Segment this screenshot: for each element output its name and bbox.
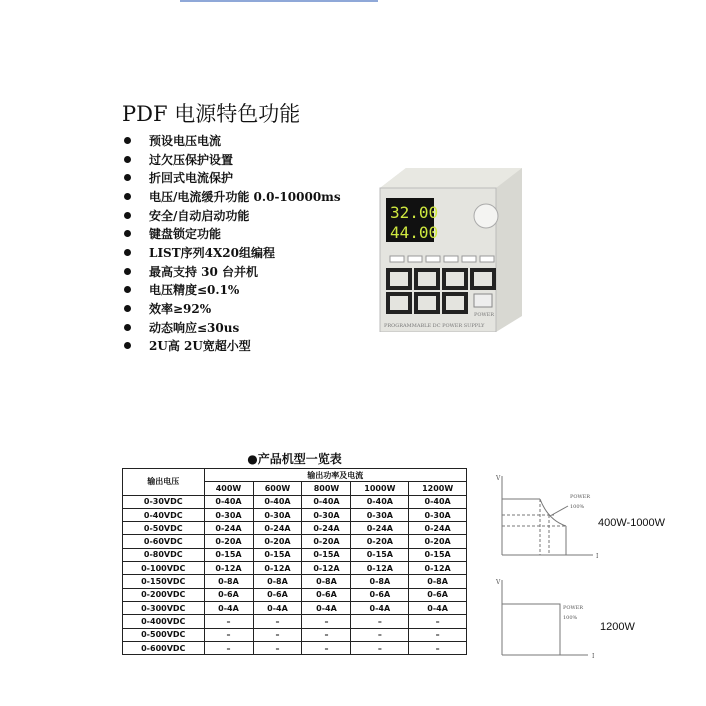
table-row	[123, 601, 467, 614]
current-cell: 0-15A	[253, 548, 302, 561]
bullet-icon	[124, 324, 131, 331]
feature-item	[122, 337, 341, 356]
axis-i-label: I	[592, 653, 595, 660]
current-cell: 0-4A	[204, 601, 253, 614]
current-cell: –	[351, 628, 409, 641]
feature-text: 最高支持 30 台并机	[149, 264, 259, 279]
axis-v-label: V	[496, 475, 501, 482]
col-header-power: 600W	[253, 482, 302, 495]
table-row	[123, 562, 467, 575]
bullet-icon	[124, 249, 131, 256]
current-cell: 0-12A	[302, 562, 351, 575]
current-cell: –	[253, 641, 302, 654]
device-brand-text: PROGRAMMABLE DC POWER SUPPLY	[384, 323, 485, 329]
feature-text: LIST序列4X20组编程	[149, 245, 276, 260]
current-cell: 0-4A	[302, 601, 351, 614]
device-power-label: POWER	[474, 312, 495, 318]
current-cell: 0-20A	[253, 535, 302, 548]
feature-item	[122, 150, 341, 169]
current-cell: –	[409, 628, 467, 641]
chart-label-400-1000: 400W-1000W	[598, 517, 666, 529]
chart-label-1200: 1200W	[600, 621, 635, 633]
current-cell: 0-8A	[409, 575, 467, 588]
current-cell: 0-40A	[253, 495, 302, 508]
feature-item	[122, 206, 341, 225]
current-cell: 0-12A	[204, 562, 253, 575]
bullet-icon	[124, 230, 131, 237]
power-note: POWER	[570, 494, 591, 500]
feature-item	[122, 299, 341, 318]
feature-text: 键盘锁定功能	[149, 227, 222, 242]
current-cell: 0-8A	[302, 575, 351, 588]
bullet-icon	[124, 174, 131, 181]
bullet-icon	[124, 193, 131, 200]
feature-list	[122, 131, 341, 355]
voltage-cell: 0-200VDC	[123, 588, 205, 601]
current-cell: –	[253, 615, 302, 628]
chart-400-1000	[502, 476, 593, 555]
current-cell: 0-8A	[204, 575, 253, 588]
current-cell: 0-6A	[409, 588, 467, 601]
current-cell: 0-20A	[351, 535, 409, 548]
current-cell: 0-40A	[409, 495, 467, 508]
current-cell: 0-20A	[204, 535, 253, 548]
current-cell: 0-24A	[302, 522, 351, 535]
current-cell: 0-30A	[204, 508, 253, 521]
feature-item	[122, 262, 341, 281]
voltage-cell: 0-50VDC	[123, 522, 205, 535]
table-row	[123, 628, 467, 641]
current-cell: 0-4A	[409, 601, 467, 614]
feature-text: 电压/电流缓升功能 0.0-10000ms	[149, 189, 341, 204]
bullet-icon	[124, 156, 131, 163]
current-cell: 0-30A	[409, 508, 467, 521]
feature-text: 2U高 2U宽超小型	[149, 339, 251, 354]
axis-v-label: V	[496, 579, 501, 586]
group-header: 输出功率及电流	[204, 469, 466, 482]
table-row	[123, 641, 467, 654]
feature-item	[122, 243, 341, 262]
vi-charts	[488, 470, 688, 670]
current-cell: 0-40A	[351, 495, 409, 508]
current-cell: 0-12A	[253, 562, 302, 575]
current-cell: 0-30A	[302, 508, 351, 521]
feature-text: 安全/自动启动功能	[149, 208, 250, 223]
current-cell: –	[204, 628, 253, 641]
current-cell: 0-30A	[253, 508, 302, 521]
current-cell: 0-40A	[302, 495, 351, 508]
feature-text: 效率≥92%	[149, 302, 212, 317]
current-cell: 0-4A	[351, 601, 409, 614]
feature-item	[122, 131, 341, 150]
top-rule	[180, 0, 378, 2]
current-cell: 0-15A	[351, 548, 409, 561]
current-cell: 0-30A	[351, 508, 409, 521]
knob-icon	[474, 204, 498, 228]
bullet-icon	[124, 212, 131, 219]
current-cell: –	[204, 641, 253, 654]
voltage-cell: 0-400VDC	[123, 615, 205, 628]
table-row	[123, 588, 467, 601]
current-cell: –	[302, 641, 351, 654]
voltage-cell: 0-60VDC	[123, 535, 205, 548]
current-cell: –	[409, 641, 467, 654]
current-cell: 0-24A	[204, 522, 253, 535]
current-cell: 0-8A	[351, 575, 409, 588]
feature-item	[122, 281, 341, 300]
voltage-cell: 0-500VDC	[123, 628, 205, 641]
axis-i-label: I	[596, 553, 599, 560]
model-table	[122, 468, 467, 655]
voltage-cell: 0-100VDC	[123, 562, 205, 575]
col-header-power: 1000W	[351, 482, 409, 495]
feature-item	[122, 318, 341, 337]
feature-text: 过欠压保护设置	[149, 152, 234, 167]
current-cell: –	[253, 628, 302, 641]
col-header-power: 400W	[204, 482, 253, 495]
bullet-icon	[124, 342, 131, 349]
current-display: 44.00	[390, 223, 439, 242]
table-row	[123, 522, 467, 535]
current-cell: –	[302, 615, 351, 628]
current-cell: 0-24A	[351, 522, 409, 535]
current-cell: 0-15A	[302, 548, 351, 561]
bullet-icon	[124, 305, 131, 312]
current-cell: 0-6A	[302, 588, 351, 601]
table-row	[123, 495, 467, 508]
table-row	[123, 575, 467, 588]
voltage-cell: 0-30VDC	[123, 495, 205, 508]
current-cell: 0-4A	[253, 601, 302, 614]
voltage-cell: 0-40VDC	[123, 508, 205, 521]
voltage-cell: 0-150VDC	[123, 575, 205, 588]
current-cell: 0-20A	[302, 535, 351, 548]
current-cell: 0-6A	[351, 588, 409, 601]
current-cell: 0-15A	[204, 548, 253, 561]
page-title: PDF 电源特色功能	[122, 102, 301, 126]
col-header-voltage: 输出电压	[123, 469, 205, 496]
current-cell: 0-12A	[409, 562, 467, 575]
power-pct-note: 100%	[570, 504, 585, 510]
feature-text: 折回式电流保护	[149, 171, 234, 186]
power-supply-image	[376, 166, 522, 332]
current-cell: 0-6A	[253, 588, 302, 601]
table-row	[123, 548, 467, 561]
feature-text: 预设电压电流	[149, 133, 222, 148]
table-title: ●产品机型一览表	[247, 452, 342, 466]
current-cell: –	[204, 615, 253, 628]
feature-item	[122, 168, 341, 187]
feature-item	[122, 187, 341, 206]
voltage-cell: 0-80VDC	[123, 548, 205, 561]
bullet-icon	[124, 286, 131, 293]
current-cell: –	[302, 628, 351, 641]
current-cell: 0-12A	[351, 562, 409, 575]
voltage-cell: 0-600VDC	[123, 641, 205, 654]
col-header-power: 1200W	[409, 482, 467, 495]
current-cell: 0-8A	[253, 575, 302, 588]
feature-text: 电压精度≤0.1%	[149, 283, 240, 298]
table-row	[123, 535, 467, 548]
current-cell: –	[351, 615, 409, 628]
bullet-icon	[124, 137, 131, 144]
power-pct-note: 100%	[563, 615, 578, 621]
feature-item	[122, 224, 341, 243]
bullet-icon	[124, 268, 131, 275]
current-cell: 0-6A	[204, 588, 253, 601]
current-cell: –	[351, 641, 409, 654]
table-row	[123, 615, 467, 628]
current-cell: –	[409, 615, 467, 628]
voltage-display: 32.00	[390, 203, 439, 222]
current-cell: 0-24A	[409, 522, 467, 535]
current-cell: 0-40A	[204, 495, 253, 508]
voltage-cell: 0-300VDC	[123, 601, 205, 614]
feature-text: 动态响应≤30us	[149, 320, 240, 335]
power-note: POWER	[563, 605, 584, 611]
current-cell: 0-20A	[409, 535, 467, 548]
current-cell: 0-24A	[253, 522, 302, 535]
col-header-power: 800W	[302, 482, 351, 495]
table-row	[123, 508, 467, 521]
current-cell: 0-15A	[409, 548, 467, 561]
